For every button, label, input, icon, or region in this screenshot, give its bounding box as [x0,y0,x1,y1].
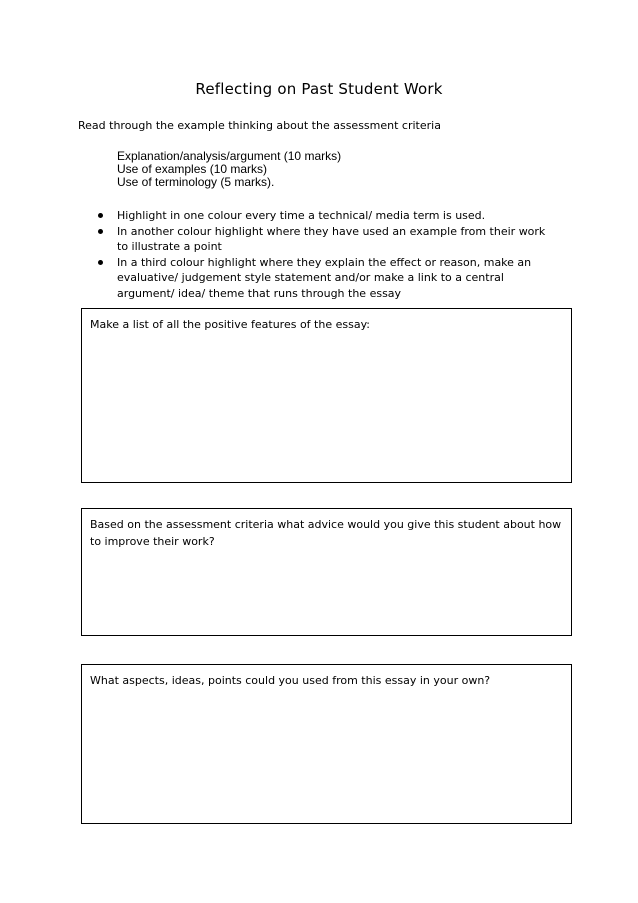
instruction-item [96,208,546,224]
page-title: Reflecting on Past Student Work [195,80,443,98]
bullet-icon [98,213,103,218]
bullet-icon [98,229,103,234]
instruction-item [96,255,546,302]
assessment-criteria-list [117,150,341,189]
criteria-item: Use of examples (10 marks) [117,162,268,176]
intro-text: Read through the example thinking about the assessment criteria [78,119,441,132]
box-prompt: Based on the assessment criteria what advice would you give this student about how to improve their work? [90,518,562,548]
improvement-advice-answer-box[interactable] [81,508,572,636]
instruction-item [96,224,546,255]
own-essay-ideas-answer-box[interactable] [81,664,572,824]
criteria-item: Use of terminology (5 marks). [117,175,275,189]
box-prompt: Make a list of all the positive features of the essay: [90,318,370,331]
instruction-text: In a third colour highlight where they explain the effect or reason, make an evaluative/ judgement style statement and/or make a link to a central argument/ idea/ theme that runs through the essay [117,255,532,300]
positive-features-answer-box[interactable] [81,308,572,483]
instructions-list [96,208,546,301]
instruction-text: In another colour highlight where they have used an example from their work to illustrate a point [117,224,546,253]
instruction-text: Highlight in one colour every time a technical/ media term is used. [117,209,486,222]
criteria-item: Explanation/analysis/argument (10 marks) [117,149,342,163]
box-prompt: What aspects, ideas, points could you used from this essay in your own? [90,674,491,687]
bullet-icon [98,260,103,265]
